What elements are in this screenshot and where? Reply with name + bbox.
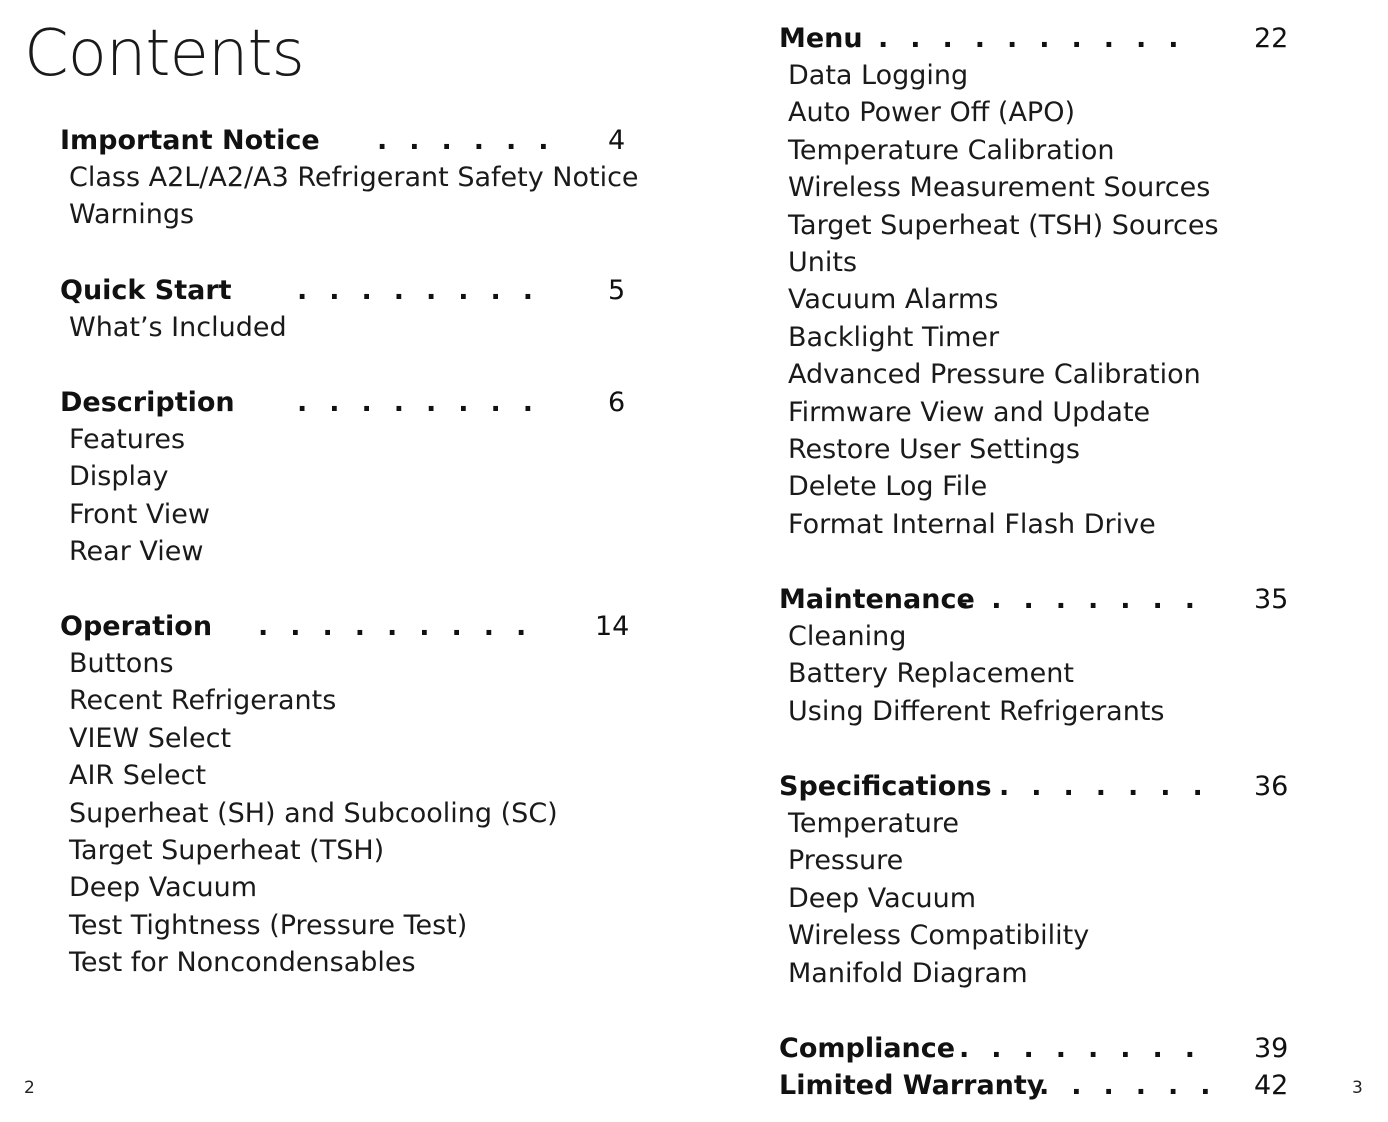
- toc-section-operation: [60, 608, 630, 982]
- toc-heading-label: Menu: [779, 23, 863, 54]
- toc-page-number: 22: [1254, 23, 1289, 54]
- toc-heading-label: Important Notice: [60, 125, 320, 156]
- toc-subitem[interactable]: Warnings: [69, 199, 195, 231]
- toc-section-specifications: [779, 768, 1289, 992]
- toc-heading-label: Specifications: [779, 771, 992, 802]
- toc-subitem[interactable]: Deep Vacuum: [69, 872, 258, 904]
- toc-leader-dots: .........: [258, 611, 549, 642]
- toc-heading[interactable]: [60, 122, 639, 159]
- toc-subitem[interactable]: AIR Select: [69, 760, 207, 792]
- toc-page-number: 36: [1254, 771, 1289, 802]
- toc-leader-dots: ........: [297, 387, 556, 418]
- toc-subitem[interactable]: Test Tightness (Pressure Test): [69, 909, 468, 941]
- toc-section-maintenance: [779, 581, 1289, 730]
- toc-page-number: 35: [1254, 584, 1289, 615]
- toc-page-number: 39: [1254, 1033, 1289, 1064]
- toc-section-menu: [779, 20, 1289, 543]
- toc-subitem[interactable]: Target Superheat (TSH): [69, 834, 385, 866]
- toc-leader-dots: ......: [1039, 1070, 1233, 1101]
- toc-subitem[interactable]: What’s Included: [69, 312, 287, 343]
- toc-subitem[interactable]: Battery Replacement: [788, 658, 1074, 690]
- toc-subitem[interactable]: Front View: [69, 498, 210, 530]
- toc-subitem[interactable]: Superheat (SH) and Subcooling (SC): [69, 797, 558, 829]
- toc-subitem[interactable]: Class A2L/A2/A3 Refrigerant Safety Notice: [69, 162, 639, 193]
- toc-subitem[interactable]: Pressure: [788, 845, 904, 877]
- toc-subitem[interactable]: VIEW Select: [69, 722, 232, 754]
- toc-leader-dots: .......: [999, 771, 1225, 802]
- toc-page-number: 14: [595, 611, 630, 642]
- toc-section-quick-start: [60, 272, 626, 346]
- toc-leader-dots: ........: [297, 275, 556, 306]
- toc-subitem[interactable]: Wireless Measurement Sources: [788, 172, 1211, 204]
- toc-subitem[interactable]: Cleaning: [788, 621, 907, 652]
- toc-subitem[interactable]: Auto Power Off (APO): [788, 97, 1075, 129]
- toc-subitem[interactable]: Test for Noncondensables: [69, 947, 416, 979]
- toc-heading[interactable]: [779, 20, 1289, 57]
- page-title: Contents: [24, 17, 304, 91]
- toc-heading-label: Limited Warranty: [779, 1070, 1045, 1101]
- toc-leader-dots: ..........: [878, 23, 1201, 54]
- toc-heading[interactable]: [779, 768, 1289, 805]
- toc-subitem[interactable]: Temperature: [788, 808, 960, 839]
- toc-subitem[interactable]: Vacuum Alarms: [788, 284, 999, 316]
- toc-heading[interactable]: [60, 384, 626, 421]
- toc-subitem[interactable]: Restore User Settings: [788, 433, 1080, 465]
- toc-subitem[interactable]: Format Internal Flash Drive: [788, 508, 1156, 540]
- toc-heading-label: Description: [60, 387, 235, 418]
- toc-section-description: [60, 384, 626, 571]
- toc-subitem[interactable]: Delete Log File: [788, 471, 988, 503]
- toc-subitem[interactable]: Buttons: [69, 648, 174, 679]
- toc-subitem[interactable]: Features: [69, 424, 186, 455]
- toc-leader-dots: ........: [959, 1033, 1218, 1064]
- toc-subitem[interactable]: Manifold Diagram: [788, 957, 1028, 989]
- toc-heading-label: Quick Start: [60, 275, 232, 306]
- toc-heading-label: Compliance: [779, 1033, 956, 1064]
- toc-subitem[interactable]: Units: [788, 246, 858, 278]
- toc-subitem[interactable]: Rear View: [69, 536, 204, 568]
- toc-subitem[interactable]: Display: [69, 461, 169, 493]
- toc-leader-dots: ......: [377, 125, 571, 156]
- page-number-left: 2: [24, 1078, 35, 1098]
- toc-subitem[interactable]: Data Logging: [788, 60, 969, 91]
- page-number-right: 3: [1352, 1078, 1363, 1098]
- toc-heading[interactable]: [779, 581, 1289, 618]
- toc-subitem[interactable]: Advanced Pressure Calibration: [788, 359, 1201, 391]
- toc-subitem[interactable]: Temperature Calibration: [788, 134, 1115, 166]
- toc-subitem[interactable]: Recent Refrigerants: [69, 685, 337, 717]
- toc-page-number: 42: [1254, 1070, 1289, 1101]
- toc-subitem[interactable]: Using Different Refrigerants: [788, 695, 1165, 727]
- toc-subitem[interactable]: Backlight Timer: [788, 321, 1000, 353]
- toc-subitem[interactable]: Deep Vacuum: [788, 882, 977, 914]
- toc-subitem[interactable]: Firmware View and Update: [788, 396, 1151, 428]
- toc-heading[interactable]: [60, 608, 630, 645]
- toc-subitem[interactable]: Wireless Compatibility: [788, 920, 1090, 952]
- toc-subitem[interactable]: Target Superheat (TSH) Sources: [788, 209, 1219, 241]
- toc-page-number: 6: [608, 387, 626, 418]
- toc-heading[interactable]: [60, 272, 626, 309]
- toc-heading-label: Maintenance: [779, 584, 975, 615]
- toc-heading-label: Operation: [60, 611, 213, 642]
- toc-leader-dots: ........: [959, 584, 1218, 615]
- toc-section-important-notice: [60, 122, 639, 234]
- toc-page-number: 4: [608, 125, 626, 156]
- toc-page-number: 5: [608, 275, 626, 306]
